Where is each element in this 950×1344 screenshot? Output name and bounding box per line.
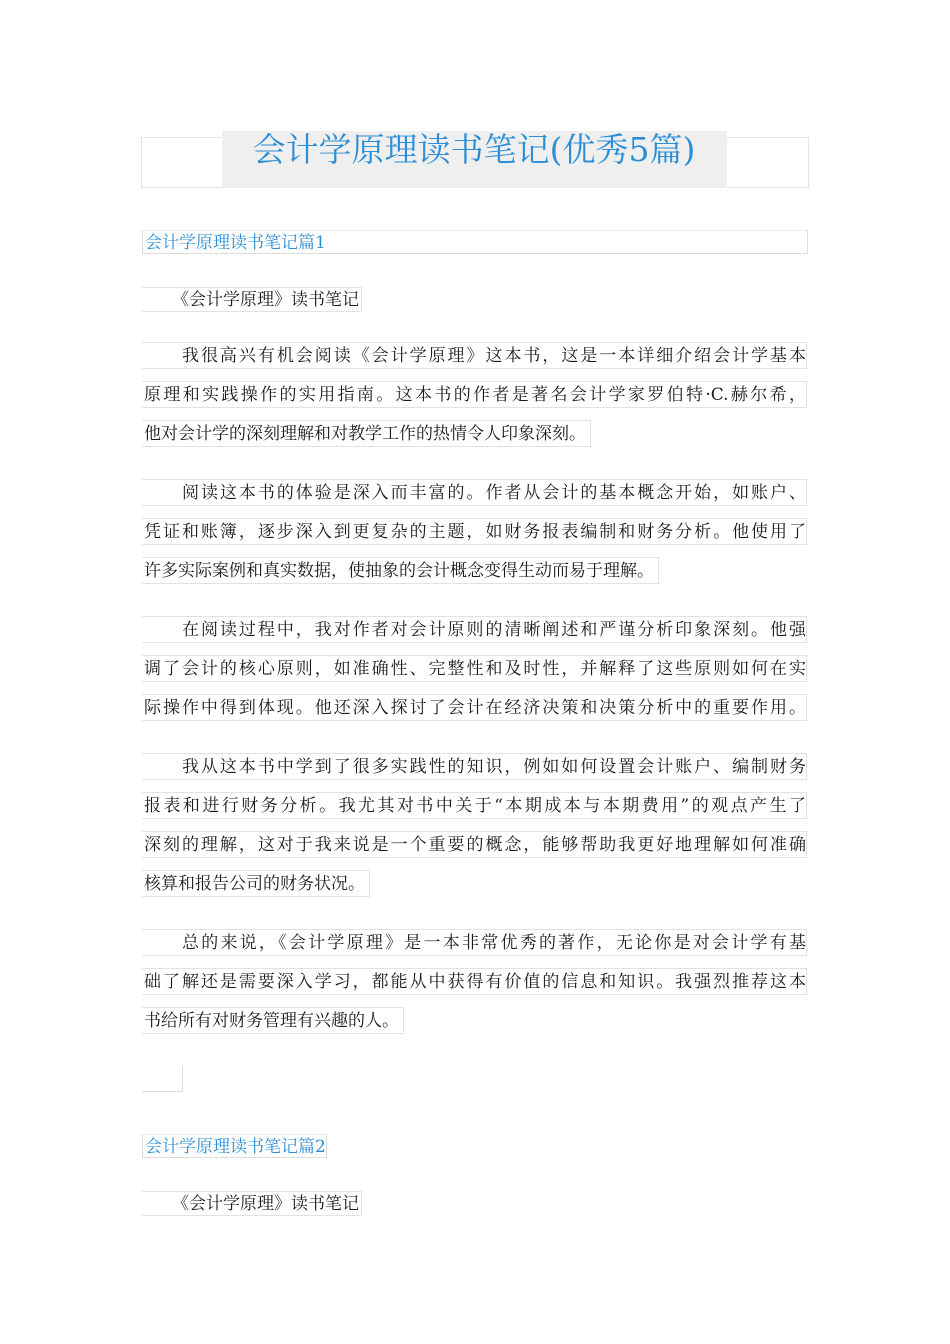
paragraph-1: [142, 342, 807, 459]
paragraph-line: 总的来说，《会计学原理》是一本非常优秀的著作，无论你是对会计学有基: [142, 929, 807, 956]
paragraph-line: 凭证和账簿，逐步深入到更复杂的主题，如财务报表编制和财务分析。他使用了: [142, 518, 807, 545]
paragraph-line: 在阅读过程中，我对作者对会计原则的清晰阐述和严谨分析印象深刻。他强: [142, 616, 807, 643]
section-subtitle-2: 《会计学原理》读书笔记: [142, 1191, 362, 1216]
paragraph-line: 原理和实践操作的实用指南。这本书的作者是著名会计学家罗伯特·C.赫尔希，: [142, 381, 807, 408]
paragraph-3: [142, 616, 807, 733]
section-heading-1: 会计学原理读书笔记篇1: [142, 230, 808, 254]
paragraph-line: 书给所有对财务管理有兴趣的人。: [142, 1007, 404, 1034]
paragraph-line: 我很高兴有机会阅读《会计学原理》这本书，这是一本详细介绍会计学基本: [142, 342, 807, 369]
paragraph-line: 深刻的理解，这对于我来说是一个重要的概念，能够帮助我更好地理解如何准确: [142, 831, 807, 858]
paragraph-5: [142, 929, 807, 1046]
paragraph-line: 许多实际案例和真实数据，使抽象的会计概念变得生动而易于理解。: [142, 557, 659, 584]
paragraph-line: 际操作中得到体现。他还深入探讨了会计在经济决策和决策分析中的重要作用。: [142, 694, 807, 721]
paragraph-line: 报表和进行财务分析。我尤其对书中关于“本期成本与本期费用”的观点产生了: [142, 792, 807, 819]
paragraph-line: 础了解还是需要深入学习，都能从中获得有价值的信息和知识。我强烈推荐这本: [142, 968, 807, 995]
paragraph-line: 他对会计学的深刻理解和对教学工作的热情令人印象深刻。: [142, 420, 591, 447]
paragraph-line: 阅读这本书的体验是深入而丰富的。作者从会计的基本概念开始，如账户、: [142, 479, 807, 506]
document-title: 会计学原理读书笔记(优秀5篇): [252, 130, 696, 169]
section-heading-2: 会计学原理读书笔记篇2: [142, 1134, 327, 1158]
paragraph-line: 我从这本书中学到了很多实践性的知识，例如如何设置会计账户、编制财务: [142, 753, 807, 780]
paragraph-line: 调了会计的核心原则，如准确性、完整性和及时性，并解释了这些原则如何在实: [142, 655, 807, 682]
paragraph-line: 核算和报告公司的财务状况。: [142, 870, 370, 897]
section-subtitle-1: 《会计学原理》读书笔记: [142, 287, 362, 312]
empty-paragraph-marker: [142, 1066, 183, 1092]
paragraph-2: [142, 479, 807, 596]
paragraph-4: [142, 753, 807, 909]
